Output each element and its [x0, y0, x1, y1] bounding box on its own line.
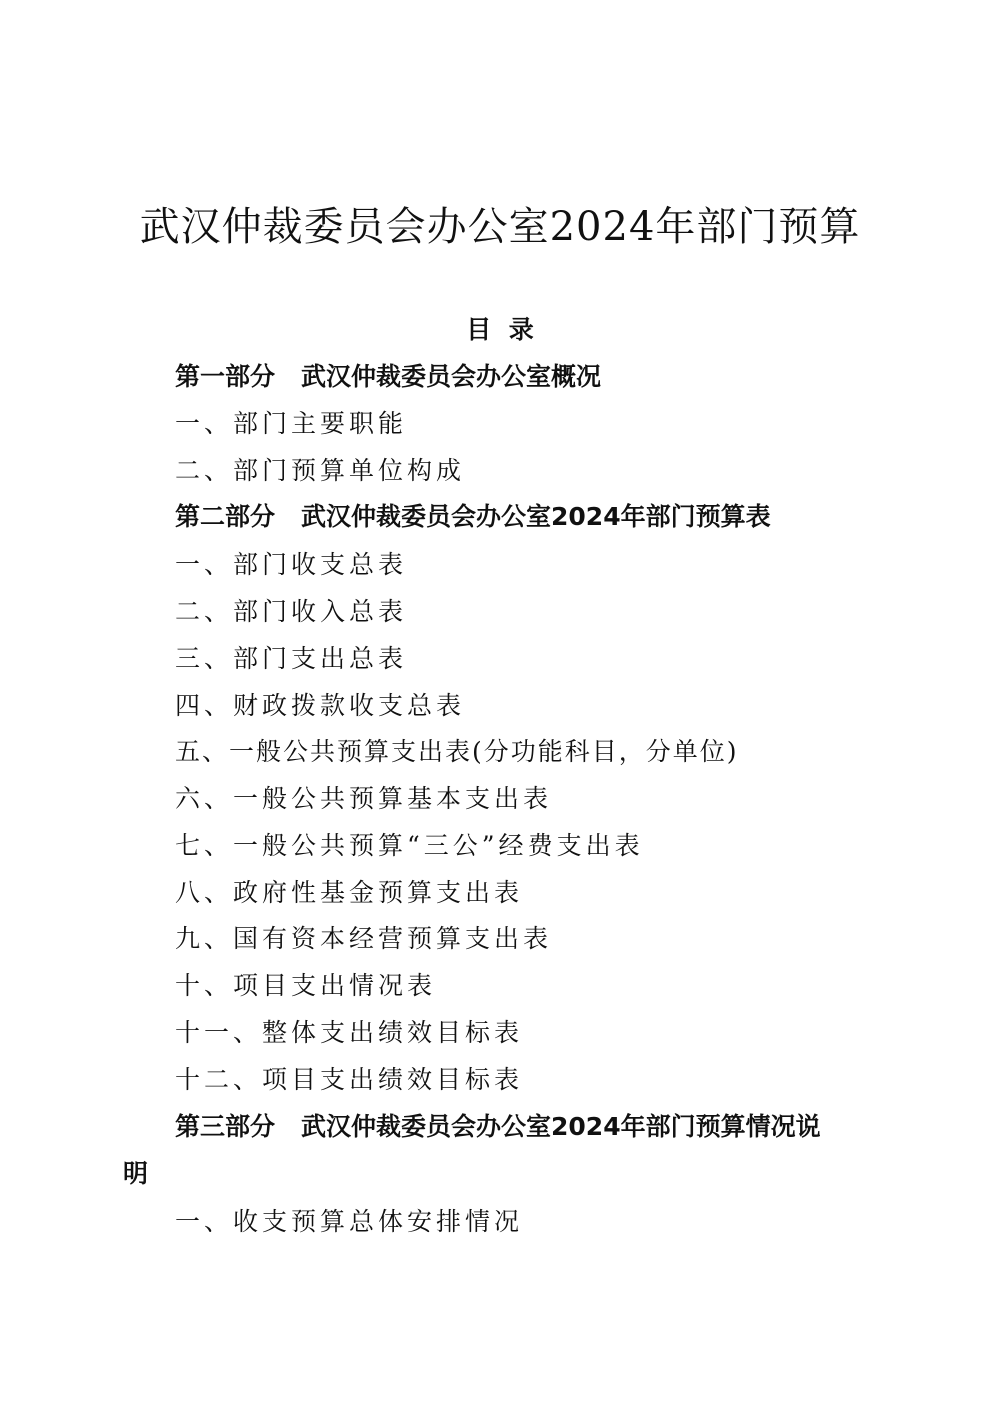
toc-part-3 [175, 1107, 821, 1143]
toc-item: 二、部门收入总表 [175, 597, 408, 626]
toc-item: 六、一般公共预算基本支出表 [175, 784, 553, 813]
toc-item: 九、国有资本经营预算支出表 [175, 924, 553, 953]
part-title: 武汉仲裁委员会办公室2024年部门预算表 [301, 502, 771, 531]
part-label: 第三部分 [175, 1112, 276, 1141]
toc-item: 一、部门主要职能 [175, 409, 408, 438]
toc-part-3-continuation: 明 [123, 1159, 149, 1188]
toc-item: 一、部门收支总表 [175, 550, 408, 579]
toc-item: 十二、项目支出绩效目标表 [175, 1065, 524, 1094]
toc-item: 十一、整体支出绩效目标表 [175, 1018, 524, 1047]
part-title: 武汉仲裁委员会办公室概况 [301, 362, 602, 391]
toc-item: 三、部门支出总表 [175, 644, 408, 673]
toc-item: 八、政府性基金预算支出表 [175, 878, 524, 907]
toc-heading: 目 录 [466, 315, 534, 344]
part-label: 第二部分 [175, 502, 276, 531]
toc-part-1 [175, 357, 601, 393]
toc-item: 五、一般公共预算支出表(分功能科目，分单位) [175, 737, 739, 766]
part-label: 第一部分 [175, 362, 276, 391]
toc-part-2 [175, 497, 771, 533]
toc-item: 二、部门预算单位构成 [175, 456, 466, 485]
toc-item: 四、财政拨款收支总表 [175, 691, 466, 720]
toc-item: 七、一般公共预算“三公”经费支出表 [175, 831, 644, 860]
toc-item: 十、项目支出情况表 [175, 971, 437, 1000]
document-title: 武汉仲裁委员会办公室2024年部门预算 [139, 204, 861, 250]
part-title: 武汉仲裁委员会办公室2024年部门预算情况说 [301, 1112, 821, 1141]
toc-item: 一、收支预算总体安排情况 [175, 1207, 524, 1236]
